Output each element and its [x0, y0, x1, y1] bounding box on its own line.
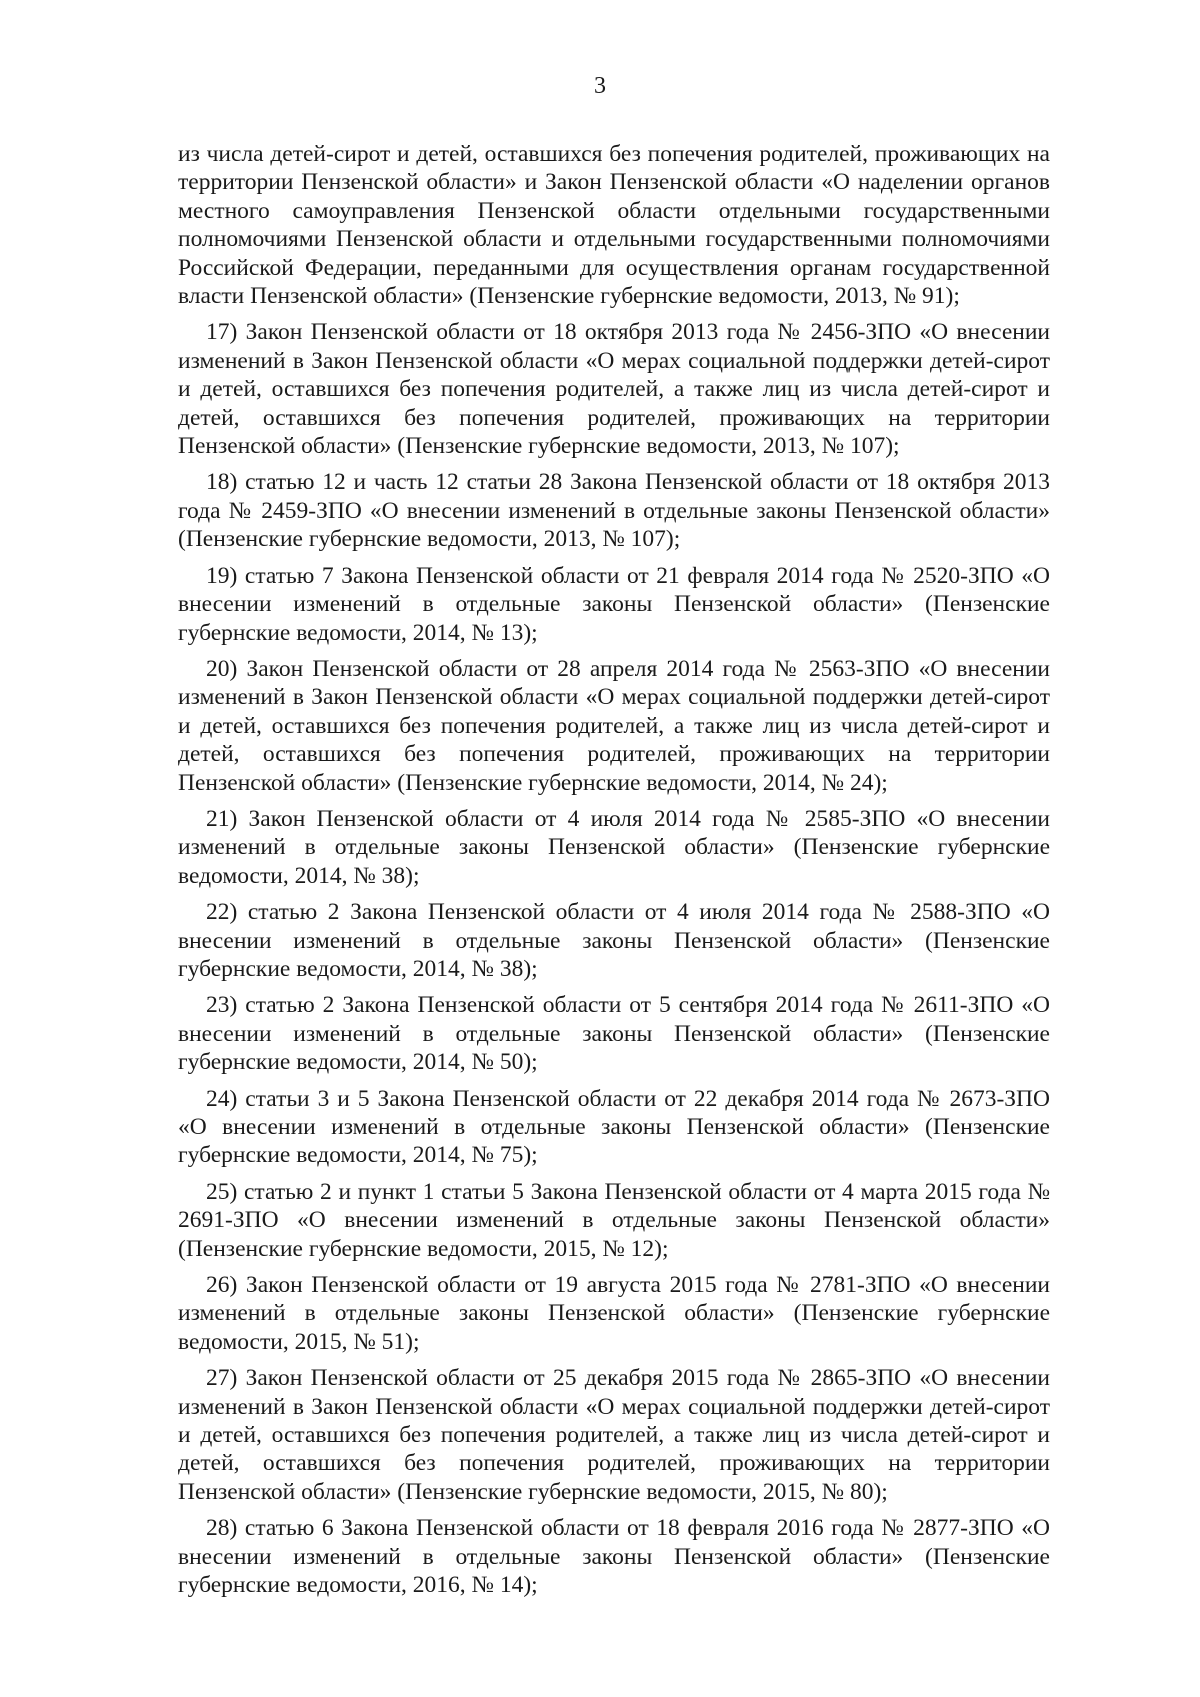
list-item-19: 19) статью 7 Закона Пензенской области от 21 февраля 2014 года № 2520-ЗПО «О внесении изменений в отдельные законы Пензенской области» (Пензенские губернские ведомости, 2014, № 13); — [178, 562, 1050, 646]
list-item-26: 26) Закон Пензенской области от 19 августа 2015 года № 2781-ЗПО «О внесении изменений в отдельные законы Пензенской области» (Пензенские губернские ведомости, 2015, № 51); — [178, 1272, 1050, 1355]
list-item-22: 22) статью 2 Закона Пензенской области от 4 июля 2014 года № 2588-ЗПО «О внесении изменений в отдельные законы Пензенской области» (Пензенские губернские ведомости, 2014, № 38); — [178, 899, 1050, 982]
list-item-18: 18) статью 12 и часть 12 статьи 28 Закона Пензенской области от 18 октября 2013 года № 2459-ЗПО «О внесении изменений в отдельные законы Пензенской области» (Пензенские губернские ведомости, 2013, № 107); — [178, 469, 1050, 553]
list-item-23: 23) статью 2 Закона Пензенской области от 5 сентября 2014 года № 2611-ЗПО «О внесении изменений в отдельные законы Пензенской области» (Пензенские губернские ведомости, 2014, № 50); — [178, 992, 1050, 1076]
list-item-17: 17) Закон Пензенской области от 18 октября 2013 года № 2456-ЗПО «О внесении изменений в Закон Пензенской области «О мерах социальной поддержки детей-сирот и детей, оставшихся без попечения родителей, а также лиц из числа детей-сирот и детей, оставшихся без попечения родителей, проживающих на территории Пензенской области» (Пензенские губернские ведомости, 2013, № 107); — [178, 319, 1050, 460]
document-body — [178, 140, 1050, 1608]
list-item-21: 21) Закон Пензенской области от 4 июля 2014 года № 2585-ЗПО «О внесении изменений в отдельные законы Пензенской области» (Пензенские губернские ведомости, 2014, № 38); — [178, 805, 1050, 889]
page-number: 3 — [594, 73, 606, 99]
list-item-20: 20) Закон Пензенской области от 28 апреля 2014 года № 2563-ЗПО «О внесении изменений в Закон Пензенской области «О мерах социальной поддержки детей-сирот и детей, оставшихся без попечения родителей, а также лиц из числа детей-сирот и детей, оставшихся без попечения родителей, проживающих на территории Пензенской области» (Пензенские губернские ведомости, 2014, № 24); — [178, 655, 1050, 796]
list-item-24: 24) статьи 3 и 5 Закона Пензенской области от 22 декабря 2014 года № 2673-ЗПО «О внесении изменений в отдельные законы Пензенской области» (Пензенские губернские ведомости, 2014, № 75); — [178, 1085, 1050, 1169]
list-item-25: 25) статью 2 и пункт 1 статьи 5 Закона Пензенской области от 4 марта 2015 года № 2691-ЗПО «О внесении изменений в отдельные законы Пензенской области» (Пензенские губернские ведомости, 2015, № 12); — [178, 1178, 1050, 1262]
list-item-27: 27) Закон Пензенской области от 25 декабря 2015 года № 2865-ЗПО «О внесении изменений в Закон Пензенской области «О мерах социальной поддержки детей-сирот и детей, оставшихся без попечения родителей, а также лиц из числа детей-сирот и детей, оставшихся без попечения родителей, проживающих на территории Пензенской области» (Пензенские губернские ведомости, 2015, № 80); — [178, 1365, 1050, 1505]
paragraph-continuation: из числа детей-сирот и детей, оставшихся без попечения родителей, проживающих на территории Пензенской области» и Закон Пензенской области «О наделении органов местного самоуправления Пензенской области отдельными государственными полномочиями Пензенской области и отдельными государственными полномочиями Российской Федерации, переданными для осуществления органам государственной власти Пензенской области» (Пензенские губернские ведомости, 2013, № 91); — [178, 141, 1050, 310]
list-item-28: 28) статью 6 Закона Пензенской области от 18 февраля 2016 года № 2877-ЗПО «О внесении изменений в отдельные законы Пензенской области» (Пензенские губернские ведомости, 2016, № 14); — [178, 1515, 1050, 1599]
